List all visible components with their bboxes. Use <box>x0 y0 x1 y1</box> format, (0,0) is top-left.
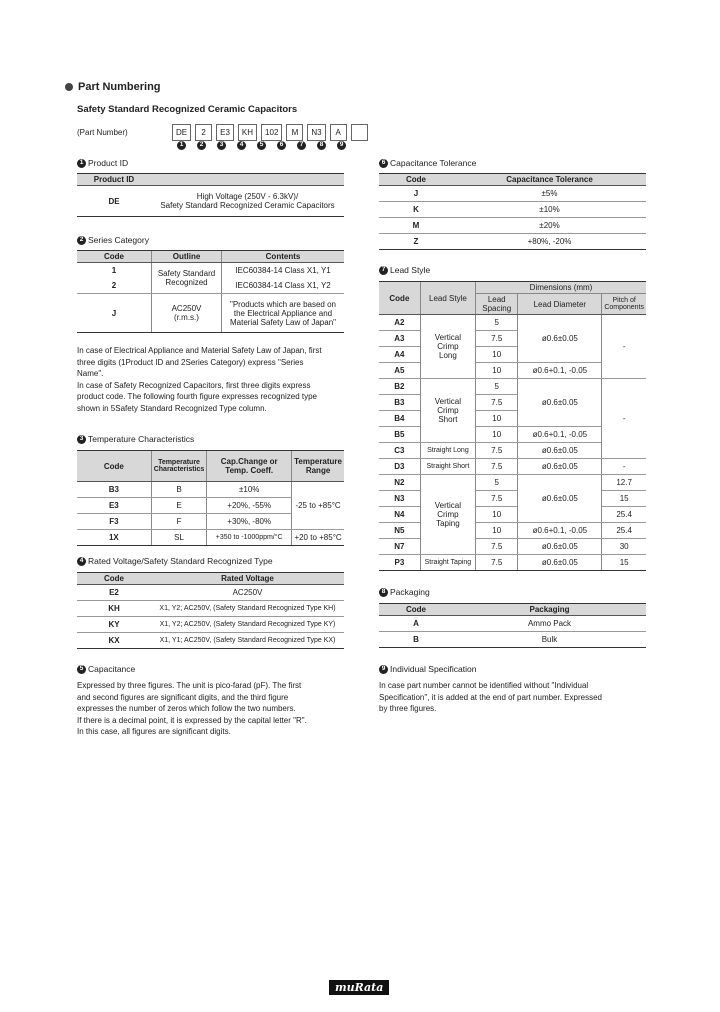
page-title: Part Numbering <box>78 81 161 93</box>
marker: 6 <box>379 159 388 168</box>
spacing-cell: 7.5 <box>476 331 518 347</box>
pn-box <box>351 124 368 141</box>
val-cell: Ammo Pack <box>453 616 646 632</box>
cap-cell: +30%, -80% <box>207 514 292 530</box>
note-line: three digits (1Product ID and 2Series Category) express "Series <box>77 357 304 367</box>
heading-text: Lead Style <box>390 265 431 275</box>
code-cell: D3 <box>379 459 420 475</box>
col-header: Rated Voltage <box>151 573 344 585</box>
pn-box: E3 <box>216 124 234 141</box>
code-cell: M <box>379 218 453 234</box>
cap-cell: ±10% <box>207 482 292 498</box>
code-cell: A <box>379 616 453 632</box>
text-line: In case part number cannot be identified without "Individual <box>379 681 589 690</box>
spacing-cell: 10 <box>476 347 518 363</box>
style-line: Long <box>439 351 457 360</box>
tolerance-table <box>379 173 646 250</box>
col-header: Code <box>379 174 453 186</box>
diameter-cell: ø0.6+0.1, -0.05 <box>518 523 602 539</box>
lead-heading <box>379 265 430 275</box>
contents-line: Material Safety Law of Japan" <box>229 317 336 327</box>
spacing-cell: 5 <box>476 475 518 491</box>
tc-cell: SL <box>151 530 207 546</box>
marker: 8 <box>379 588 388 597</box>
code-cell: A5 <box>379 363 420 379</box>
series-heading <box>77 235 149 245</box>
outline-line: Recognized <box>165 278 208 287</box>
tc-cell: F <box>151 514 207 530</box>
spacing-cell: 7.5 <box>476 539 518 555</box>
note-line: In case of Safety Recognized Capacitors, first three digits express <box>77 380 311 390</box>
contents-cell <box>222 294 345 333</box>
marker: 8 <box>317 141 326 150</box>
note-line: In case of Electrical Appliance and Material Safety Law of Japan, first <box>77 346 322 355</box>
code-cell: KX <box>77 633 151 649</box>
spacing-cell: 7.5 <box>476 443 518 459</box>
marker: 7 <box>297 141 306 150</box>
spacing-cell: 7.5 <box>476 395 518 411</box>
diameter-cell: ø0.6+0.1, -0.05 <box>518 427 602 443</box>
marker: 2 <box>197 141 206 150</box>
note-line: product code. The following fourth figure expresses recognized type <box>77 392 317 401</box>
marker: 1 <box>177 141 186 150</box>
code-cell: A4 <box>379 347 420 363</box>
col-header: Lead Style <box>420 282 475 315</box>
rated-table <box>77 572 344 649</box>
code-cell: N2 <box>379 475 420 491</box>
pitch-cell: 12.7 <box>602 475 646 491</box>
code-cell: 1X <box>77 530 151 546</box>
val-cell: X1, Y2; AC250V, (Safety Standard Recognized Type KH) <box>151 601 344 617</box>
col-header: Code <box>379 604 453 616</box>
marker: 2 <box>77 236 86 245</box>
text-line: In this case, all figures are significant digits. <box>77 727 231 736</box>
pitch-cell: 25.4 <box>602 523 646 539</box>
code-cell: DE <box>77 186 151 217</box>
spacing-cell: 5 <box>476 315 518 331</box>
style-line: Crimp <box>437 510 459 519</box>
heading-text: Capacitance <box>88 664 136 674</box>
code-cell: P3 <box>379 555 420 571</box>
marker: 5 <box>77 665 86 674</box>
spacing-cell: 7.5 <box>476 459 518 475</box>
diameter-cell: ø0.6±0.05 <box>518 379 602 427</box>
desc-line: High Voltage (250V - 6.3kV)/ <box>196 192 299 201</box>
text-line: Expressed by three figures. The unit is pico-farad (pF). The first <box>77 681 302 690</box>
spacing-cell: 10 <box>476 411 518 427</box>
pn-box: KH <box>238 124 257 141</box>
code-cell: N5 <box>379 523 420 539</box>
style-line: Vertical <box>434 397 462 406</box>
bullet-icon <box>65 83 73 91</box>
code-cell: E3 <box>77 498 151 514</box>
outline-line: Safety Standard <box>157 269 216 278</box>
marker: 3 <box>77 435 86 444</box>
code-cell: 2 <box>77 278 152 294</box>
heading-text: Packaging <box>390 587 430 597</box>
col-header: Capacitance Tolerance <box>453 174 646 186</box>
col-header: Temperature Range <box>292 451 344 482</box>
capacitance-heading <box>77 664 135 674</box>
style-line: Vertical <box>434 501 462 510</box>
spacing-cell: 10 <box>476 427 518 443</box>
outline-line: AC250V <box>171 304 202 313</box>
pn-box: N3 <box>307 124 325 141</box>
heading-text: Rated Voltage/Safety Standard Recognized Type <box>88 556 273 566</box>
temp-heading <box>77 434 194 444</box>
text-line: If there is a decimal point, it is expressed by the capital letter "R". <box>77 715 307 725</box>
heading-text: Temperature Characteristics <box>88 434 195 444</box>
marker: 1 <box>77 159 86 168</box>
style-line: Crimp <box>437 342 459 351</box>
style-line: Crimp <box>437 406 459 415</box>
note-line: Name". <box>77 369 104 378</box>
rated-heading <box>77 556 273 566</box>
text-line: and second figures are significant digits, and the third figure <box>77 692 289 702</box>
heading-text: Capacitance Tolerance <box>390 158 477 168</box>
note-line: shown in 5Safety Standard Recognized Type column. <box>77 403 267 413</box>
product-id-heading <box>77 158 128 168</box>
code-cell: B <box>379 632 453 648</box>
pn-box: 2 <box>195 124 212 141</box>
pn-markers <box>177 141 346 150</box>
col-header: Code <box>77 251 152 263</box>
col-header: Product ID <box>77 174 151 186</box>
val-cell: X1, Y2; AC250V, (Safety Standard Recognized Type KY) <box>151 617 344 633</box>
col-header: Temperature Characteristics <box>151 451 207 482</box>
col-header: Lead Diameter <box>518 294 602 315</box>
subtitle: Safety Standard Recognized Ceramic Capacitors <box>77 104 298 115</box>
tolerance-heading <box>379 158 476 168</box>
code-cell: B2 <box>379 379 420 395</box>
style-cell: Straight Short <box>420 459 475 475</box>
code-cell: B3 <box>77 482 151 498</box>
pitch-cell: - <box>602 379 646 459</box>
text-line: Specification", it is added at the end of part number. Expressed <box>379 692 602 702</box>
outline-cell <box>152 263 222 294</box>
code-cell: KH <box>77 601 151 617</box>
code-cell: N7 <box>379 539 420 555</box>
val-cell: AC250V <box>151 585 344 601</box>
code-cell: A2 <box>379 315 420 331</box>
diameter-cell: ø0.6±0.05 <box>518 315 602 363</box>
diameter-cell: ø0.6±0.05 <box>518 443 602 459</box>
code-cell: Z <box>379 234 453 250</box>
diameter-cell: ø0.6±0.05 <box>518 475 602 523</box>
col-header: Outline <box>152 251 222 263</box>
individual-text <box>379 680 649 715</box>
marker: 3 <box>217 141 226 150</box>
individual-heading <box>379 664 476 674</box>
product-id-table <box>77 173 344 217</box>
col-header: Contents <box>222 251 345 263</box>
capacitance-text <box>77 680 347 738</box>
desc-cell <box>151 186 344 217</box>
pn-box: M <box>286 124 303 141</box>
code-cell: E2 <box>77 585 151 601</box>
heading-text: Individual Specification <box>390 664 477 674</box>
val-cell: ±20% <box>453 218 646 234</box>
marker: 6 <box>277 141 286 150</box>
pn-box: DE <box>172 124 191 141</box>
spacing-cell: 7.5 <box>476 491 518 507</box>
code-cell: N4 <box>379 507 420 523</box>
code-cell: C3 <box>379 443 420 459</box>
marker: 9 <box>337 141 346 150</box>
cap-cell: +350 to -1000ppm/°C <box>207 530 292 546</box>
code-cell: B4 <box>379 411 420 427</box>
style-cell <box>420 315 475 379</box>
col-header: Dimensions (mm) <box>476 282 646 294</box>
code-cell: A3 <box>379 331 420 347</box>
pitch-cell: 25.4 <box>602 507 646 523</box>
part-number-row <box>77 124 368 141</box>
contents-line: the Electrical Appliance and <box>233 308 333 318</box>
pn-box: 102 <box>261 124 282 141</box>
marker: 9 <box>379 665 388 674</box>
heading-text: Product ID <box>88 158 129 168</box>
code-cell: J <box>77 294 152 333</box>
code-cell: 1 <box>111 266 117 275</box>
pitch-cell: 15 <box>602 491 646 507</box>
heading-text: Series Category <box>88 235 149 245</box>
val-cell: +80%, -20% <box>453 234 646 250</box>
col-header: Packaging <box>453 604 646 616</box>
col-header: Code <box>77 573 151 585</box>
packaging-heading <box>379 587 430 597</box>
style-cell: Straight Taping <box>420 555 475 571</box>
code-cell: F3 <box>77 514 151 530</box>
marker: 4 <box>77 557 86 566</box>
pitch-cell: - <box>602 459 646 475</box>
col-header: Pitch of Components <box>602 294 646 315</box>
style-cell: Straight Long <box>420 443 475 459</box>
spacing-cell: 10 <box>476 363 518 379</box>
col-header: Lead Spacing <box>476 294 518 315</box>
col-header: Cap.Change or Temp. Coeff. <box>207 451 292 482</box>
style-line: Vertical <box>434 333 462 342</box>
val-cell: Bulk <box>453 632 646 648</box>
pn-box: A <box>330 124 347 141</box>
contents-cell: IEC60384-14 Class X1, Y1 <box>222 263 345 279</box>
style-cell <box>420 379 475 443</box>
val-cell: ±5% <box>453 186 646 202</box>
outline-line: (r.m.s.) <box>174 313 199 322</box>
lead-table <box>379 281 646 571</box>
val-cell: ±10% <box>453 202 646 218</box>
diameter-cell: ø0.6+0.1, -0.05 <box>518 363 602 379</box>
packaging-table <box>379 603 646 648</box>
temp-table <box>77 450 344 546</box>
diameter-cell: ø0.6±0.05 <box>518 459 602 475</box>
code-cell: B5 <box>379 427 420 443</box>
marker: 5 <box>257 141 266 150</box>
outline-cell <box>152 294 222 333</box>
series-notes <box>77 345 347 414</box>
code-cell: N3 <box>379 491 420 507</box>
code-cell: KY <box>77 617 151 633</box>
spacing-cell: 5 <box>476 379 518 395</box>
diameter-cell: ø0.6±0.05 <box>518 555 602 571</box>
code-cell: J <box>379 186 453 202</box>
spacing-cell: 10 <box>476 507 518 523</box>
val-cell: X1, Y1; AC250V, (Safety Standard Recognized Type KX) <box>151 633 344 649</box>
text-line: by three figures. <box>379 704 437 713</box>
style-line: Short <box>438 415 458 424</box>
section-title <box>65 81 161 93</box>
contents-cell: IEC60384-14 Class X1, Y2 <box>222 278 345 294</box>
series-table <box>77 250 344 333</box>
col-header: Code <box>77 451 151 482</box>
pitch-cell: 15 <box>602 555 646 571</box>
code-cell: B3 <box>379 395 420 411</box>
style-cell <box>420 475 475 555</box>
pitch-cell: 30 <box>602 539 646 555</box>
style-line: Taping <box>436 519 460 528</box>
pitch-cell: - <box>602 315 646 379</box>
part-number-label: (Part Number) <box>77 128 128 137</box>
col-header <box>151 174 344 186</box>
spacing-cell: 10 <box>476 523 518 539</box>
col-header: Code <box>379 282 420 315</box>
text-line: expresses the number of zeros which follow the two numbers. <box>77 704 296 713</box>
tc-cell: B <box>151 482 207 498</box>
murata-logo: muRata <box>329 980 389 995</box>
tc-cell: E <box>151 498 207 514</box>
marker: 4 <box>237 141 246 150</box>
marker: 7 <box>379 266 388 275</box>
range-cell: -25 to +85°C <box>292 482 344 530</box>
code-cell: K <box>379 202 453 218</box>
spacing-cell: 7.5 <box>476 555 518 571</box>
diameter-cell: ø0.6±0.05 <box>518 539 602 555</box>
contents-line: "Products which are based on <box>229 299 336 309</box>
cap-cell: +20%, -55% <box>207 498 292 514</box>
desc-line: Safety Standard Recognized Ceramic Capacitors <box>160 201 335 210</box>
range-cell: +20 to +85°C <box>292 530 344 546</box>
